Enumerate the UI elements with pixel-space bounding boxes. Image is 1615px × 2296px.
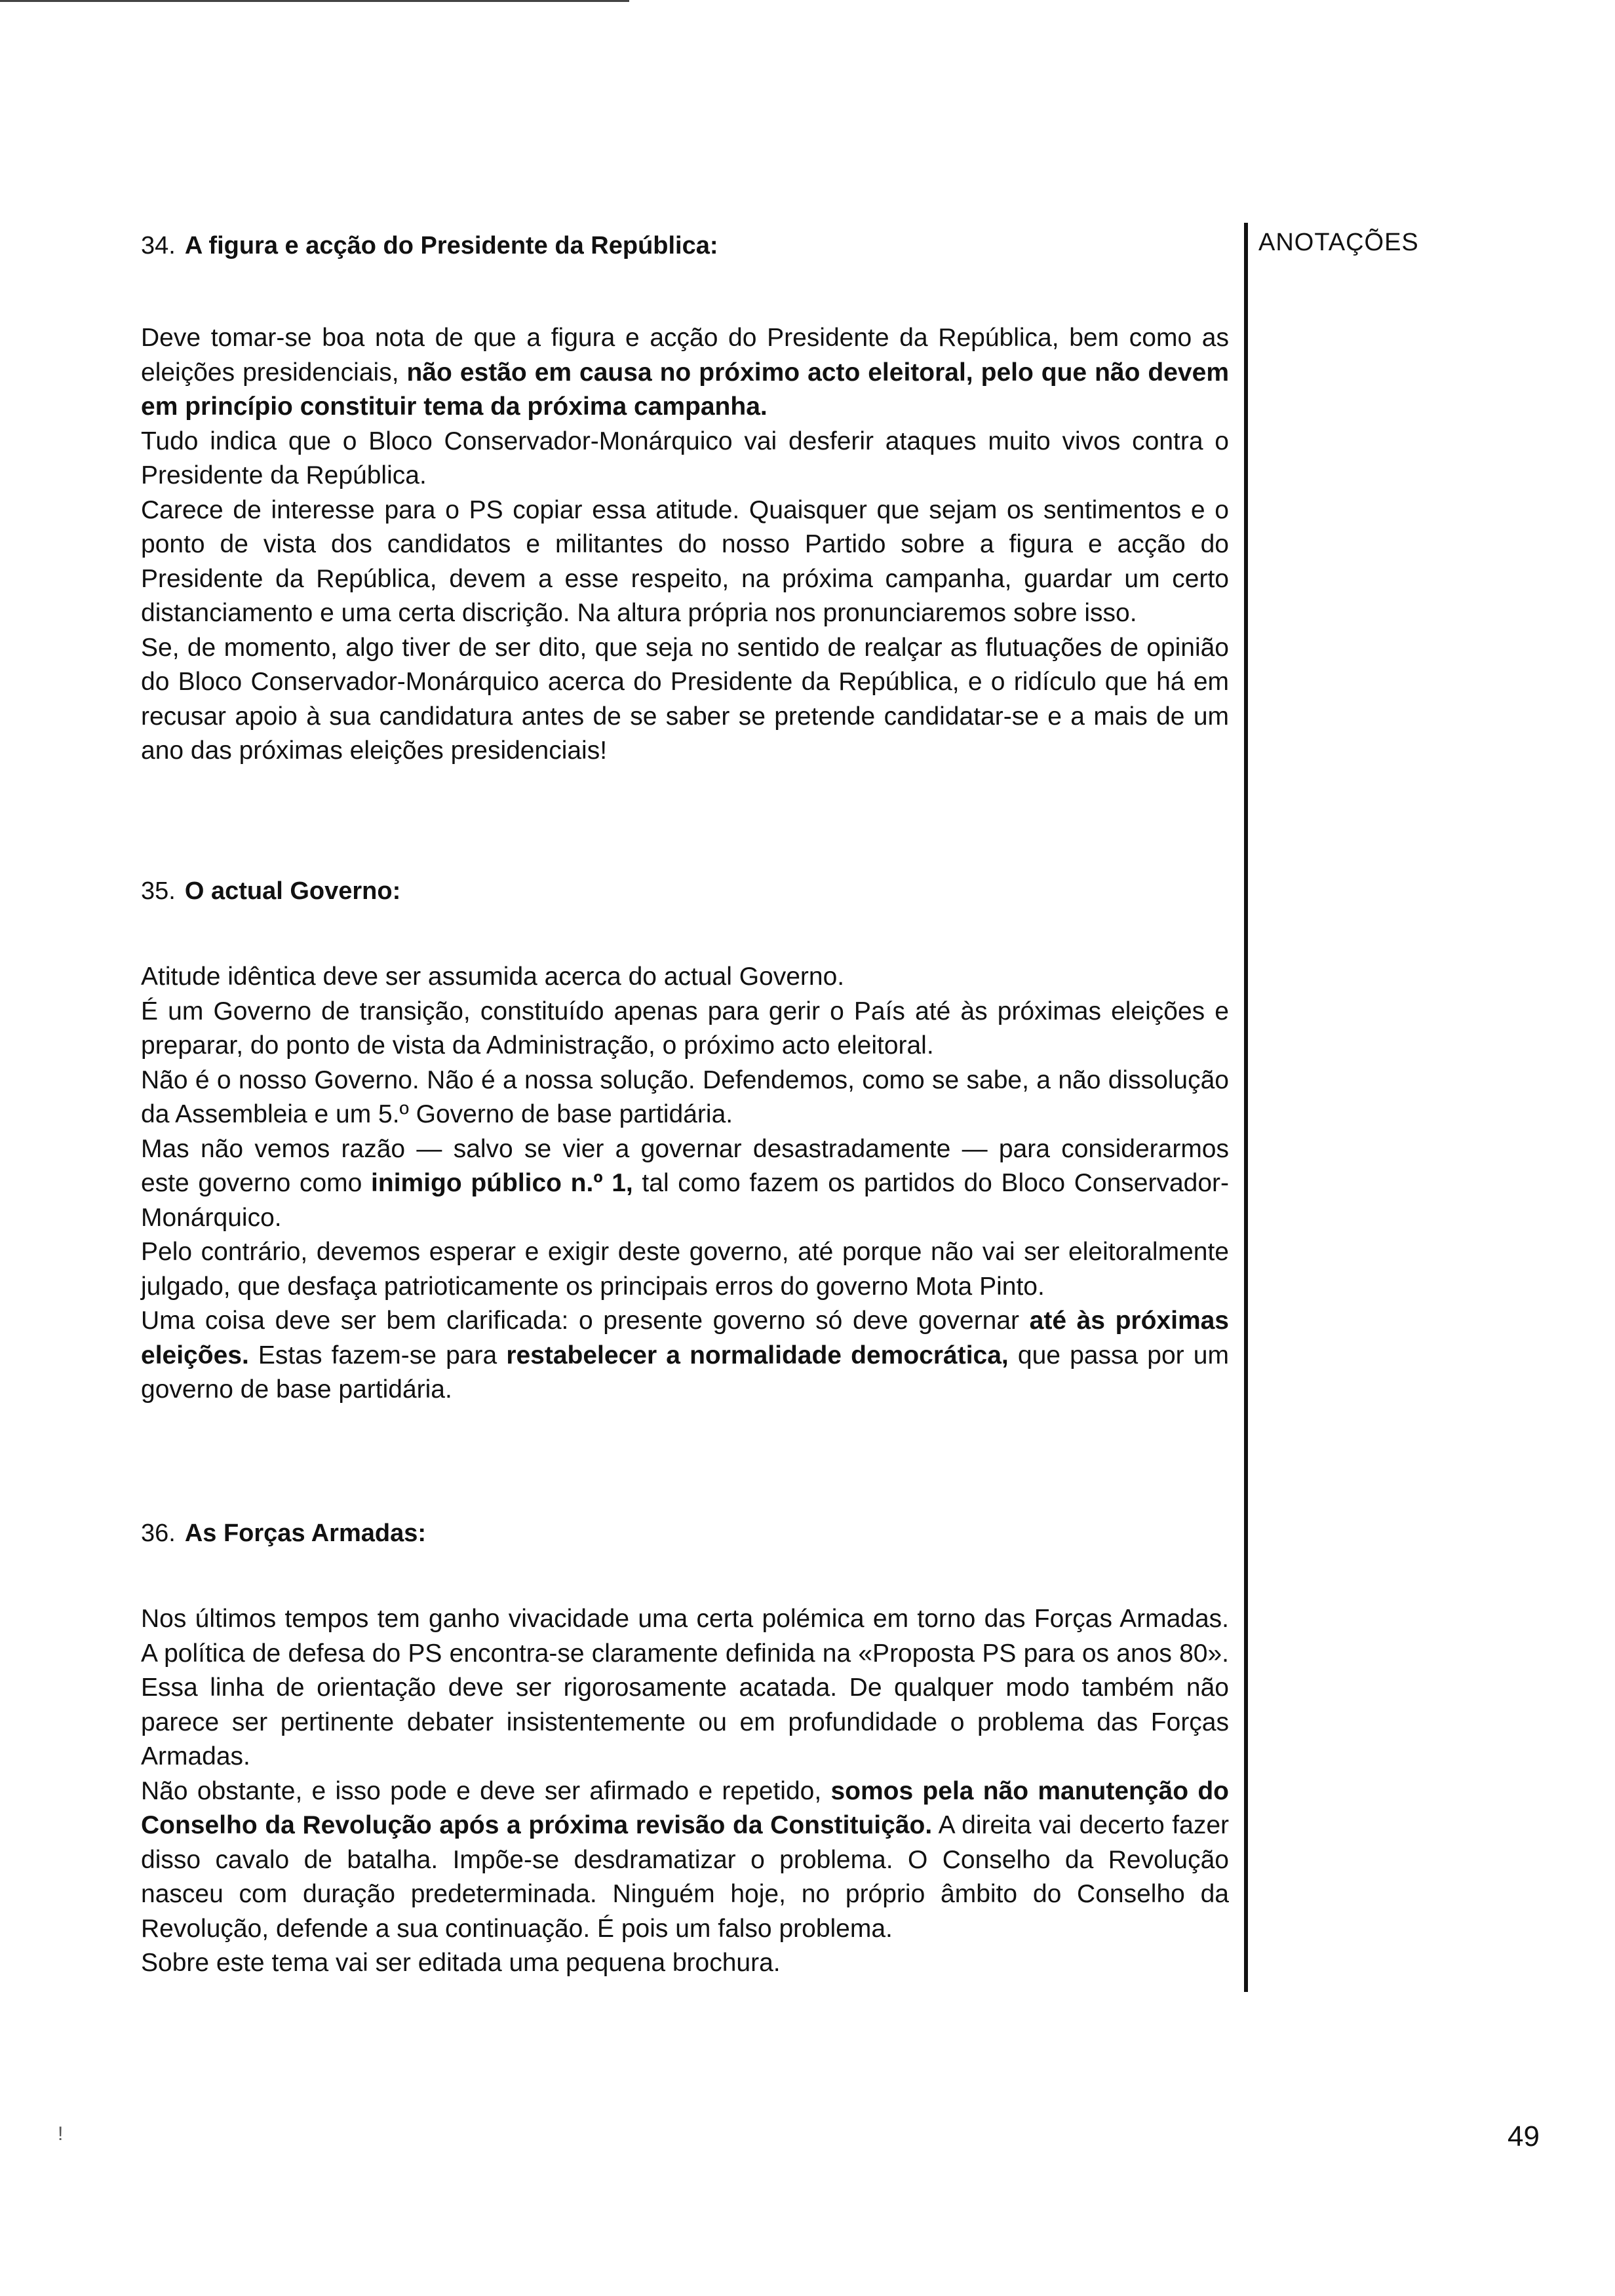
- section-title: O actual Governo:: [184, 877, 401, 905]
- paragraph: Não é o nosso Governo. Não é a nossa solução. Defendemos, como se sabe, a não dissolução da Assembleia e um 5.º Governo de base partidária.: [141, 1065, 1229, 1128]
- paragraph: Se, de momento, algo tiver de ser dito, que seja no sentido de realçar as flutuações de opinião do Bloco Conservador-Monárquico acerca do Presidente da República, e o ridículo que há em recusar apoio à sua candidatura antes de se saber se pretende candidatar-se e a mais de um ano das próximas eleições presidenciais!: [141, 633, 1229, 765]
- section-title: As Forças Armadas:: [184, 1520, 427, 1547]
- section-34: [141, 229, 1229, 769]
- section-number: 35.: [141, 877, 176, 905]
- page-number: 49: [1508, 2120, 1540, 2152]
- section-title: A figura e acção do Presidente da República:: [184, 232, 718, 259]
- text-run: Não obstante, e isso pode e deve ser afirmado e repetido,: [141, 1776, 831, 1805]
- section-number: 36.: [141, 1520, 176, 1547]
- paragraph: Sobre este tema vai ser editada uma pequena brochura.: [141, 1949, 781, 1977]
- paragraph: [141, 1132, 1229, 1236]
- section-heading: [141, 1517, 1229, 1550]
- section-35: [141, 875, 1229, 1407]
- paragraph: [141, 321, 1229, 425]
- bold-text: não estão em causa no próximo acto eleitoral, pelo que não devem em princípio constituir tema da próxima campanha.: [141, 358, 1229, 421]
- bold-text: até às próximas eleições.: [141, 1307, 1229, 1369]
- paragraph: [141, 1774, 1229, 1947]
- paragraph: É um Governo de transição, constituído apenas para gerir o País até às próximas eleições e preparar, do ponto de vista da Administração, o próximo acto eleitoral.: [141, 997, 1229, 1060]
- bold-text: somos pela não manutenção do Conselho da Revolução após a próxima revisão da Constituição.: [141, 1776, 1229, 1839]
- text-run: tal como fazem os partidos do Bloco Conservador-Monárquico.: [141, 1169, 1229, 1232]
- text-run: A direita vai decerto fazer disso cavalo de batalha. Impõe-se desdramatizar o problema. O Conselho da Revolução nasceu com duração predeterminada. Ninguém hoje, no próprio âmbito do Conselho da Revolução, defende a sua continuação. É pois um falso problema.: [141, 1811, 1229, 1943]
- section-heading: [141, 875, 1229, 908]
- paragraph: Atitude idêntica deve ser assumida acerca do actual Governo.: [141, 963, 845, 991]
- margin-separator-line: [1244, 223, 1248, 1992]
- section-heading: [141, 229, 1229, 262]
- bold-text: inimigo público n.º 1,: [371, 1169, 633, 1197]
- bold-text: restabelecer a normalidade democrática,: [506, 1341, 1009, 1369]
- text-run: que passa por um governo de base partidária.: [141, 1341, 1229, 1404]
- notes-margin-label: ANOTAÇÕES: [1258, 229, 1419, 256]
- paragraph: [141, 1304, 1229, 1407]
- text-run: Mas não vemos razão — salvo se vier a governar desastradamente — para considerarmos este governo como: [141, 1134, 1229, 1197]
- text-run: Uma coisa deve ser bem clarificada: o presente governo só deve governar: [141, 1307, 1030, 1335]
- scan-top-rule: [0, 0, 629, 2]
- stray-mark: !: [58, 2123, 64, 2145]
- paragraph: Tudo indica que o Bloco Conservador-Monárquico vai desferir ataques muito vivos contra o Presidente da República.: [141, 427, 1229, 489]
- paragraph: Carece de interesse para o PS copiar essa atitude. Quaisquer que sejam os sentimentos e o ponto de vista dos candidatos e militantes do nosso Partido sobre a figura e acção do Presidente da República, devem a esse respeito, na próxima campanha, guardar um certo distanciamento e uma certa discrição. Na altura própria nos pronunciaremos sobre isso.: [141, 495, 1229, 627]
- section-36: [141, 1517, 1229, 1981]
- text-run: Deve tomar-se boa nota de que a figura e acção do Presidente da República, bem como as eleições presidenciais,: [141, 324, 1229, 387]
- paragraph: Nos últimos tempos tem ganho vivacidade uma certa polémica em torno das Forças Armadas. A política de defesa do PS encontra-se claramente definida na «Proposta PS para os anos 80». Essa linha de orientação deve ser rigorosamente acatada. De qualquer modo também não parece ser pertinente debater insistentemente ou em profundidade o problema das Forças Armadas.: [141, 1605, 1229, 1770]
- section-number: 34.: [141, 232, 176, 259]
- text-run: Estas fazem-se para: [248, 1341, 507, 1369]
- paragraph: Pelo contrário, devemos esperar e exigir deste governo, até porque não vai ser eleitoralmente julgado, que desfaça patrioticamente os principais erros do governo Mota Pinto.: [141, 1238, 1229, 1301]
